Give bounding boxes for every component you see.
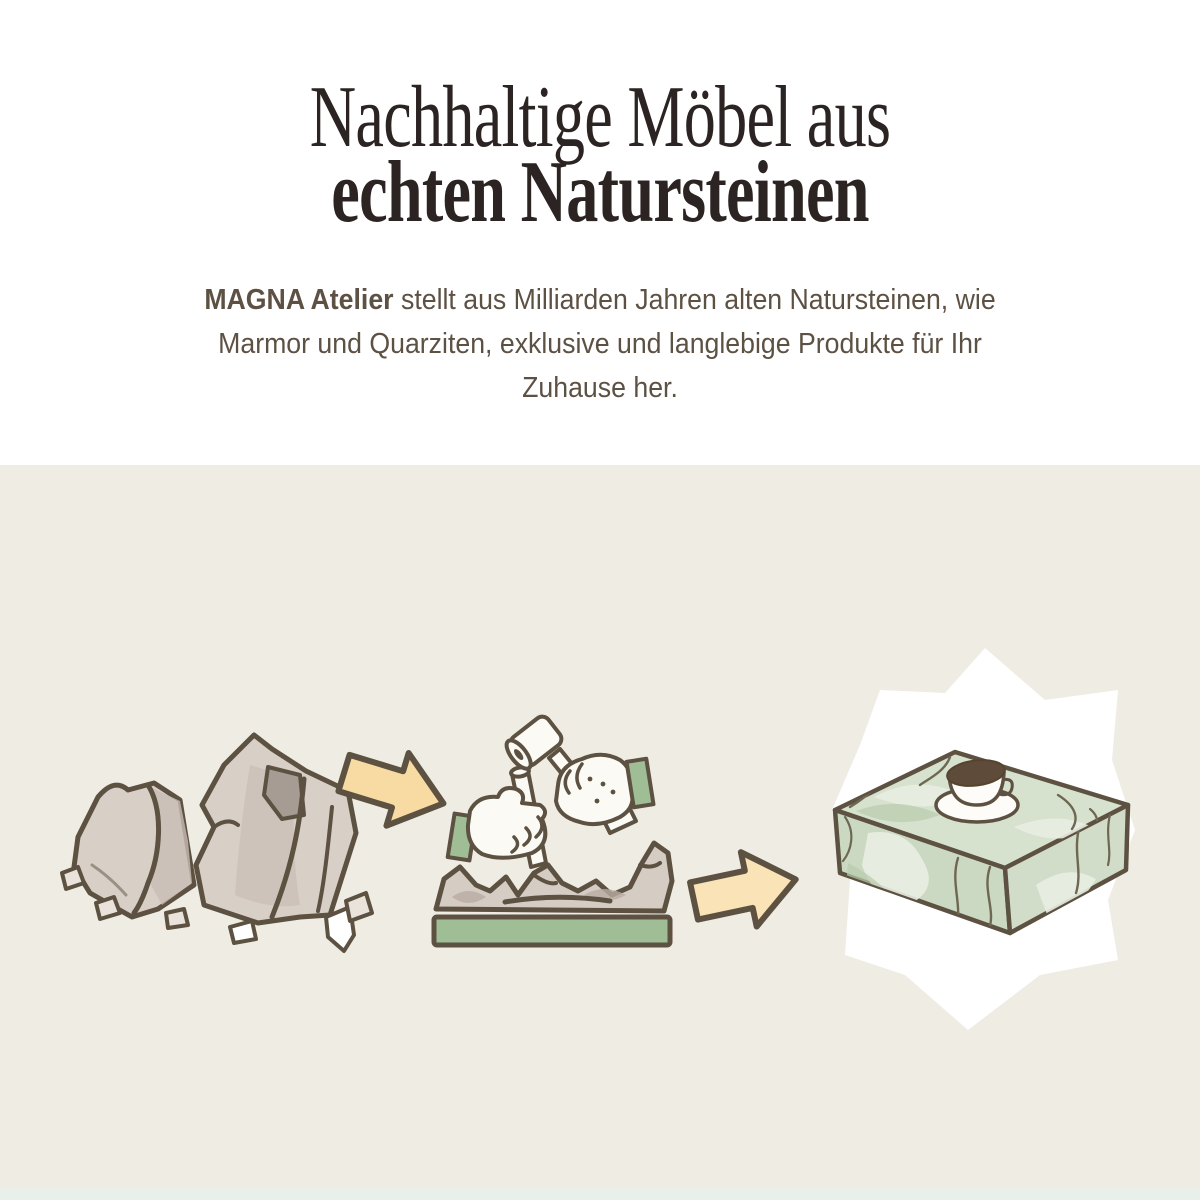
process-illustration — [0, 465, 1200, 1188]
raw-natural-stones-icon — [62, 735, 372, 951]
title-line-1: Nachhaltige Möbel aus — [309, 69, 891, 166]
intro-line-1 — [149, 278, 1051, 322]
title-line-2: echten Natursteinen — [331, 144, 869, 241]
work-bench — [434, 917, 670, 945]
intro-paragraph — [110, 278, 1090, 410]
right-hand — [556, 755, 653, 833]
hammer-and-chisel-carving-icon — [434, 713, 672, 945]
hero-section — [0, 0, 1200, 465]
intro-line-2: Marmor und Quarziten, exklusive und langlebige Produkte für Ihr — [218, 328, 982, 360]
next-section-edge — [0, 1188, 1200, 1200]
rock-small — [74, 783, 194, 917]
brand-name: MAGNA Atelier — [204, 284, 394, 316]
process-section — [0, 465, 1200, 1188]
rock-large — [196, 735, 356, 923]
process-arrow-2-icon — [686, 842, 804, 938]
finished-stone-table-with-coffee-cup-icon — [832, 648, 1135, 1030]
right-cuff — [627, 759, 654, 808]
page-title — [0, 0, 1200, 241]
intro-line-3: Zuhause her. — [522, 372, 678, 404]
intro-line-1-rest: stellt aus Milliarden Jahren alten Natursteinen, wie — [393, 284, 996, 316]
